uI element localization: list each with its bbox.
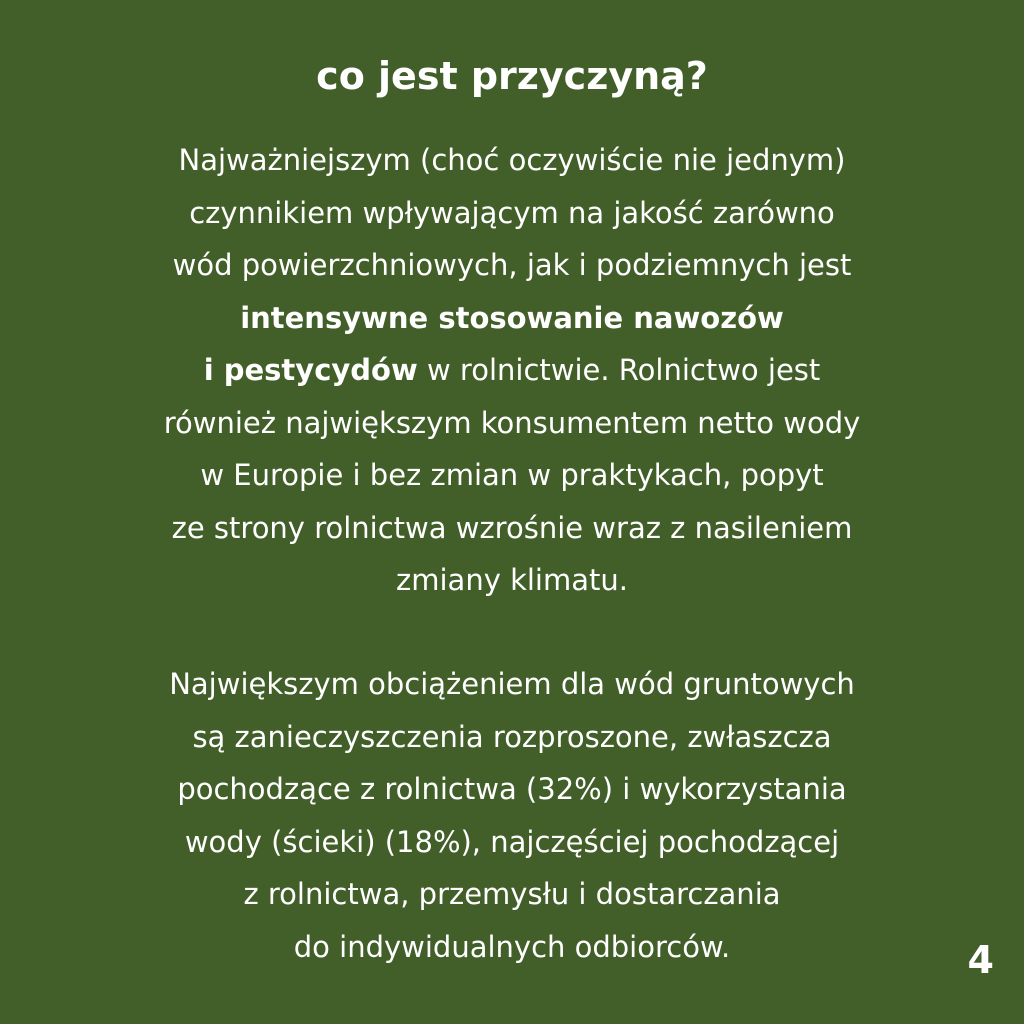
- paragraph-line: do indywidualnych odbiorców.: [293, 929, 731, 964]
- paragraph-line: czynnikiem wpływającym na jakość zarówno: [189, 195, 835, 230]
- paragraph-line: zmiany klimatu.: [396, 563, 628, 597]
- paragraph-line: [60, 344, 964, 397]
- paragraph-line: pochodzące z rolnictwa (32%) i wykorzystania: [177, 772, 847, 806]
- paragraph-line: również największym konsumentem netto wody: [163, 405, 861, 440]
- paragraph-causes: [60, 134, 964, 607]
- paragraph-text: w rolnictwie. Rolnictwo jest: [417, 353, 821, 387]
- paragraph-groundwater: [60, 658, 964, 973]
- highlighted-phrase: intensywne stosowanie nawozów: [240, 300, 784, 335]
- paragraph-line: ze strony rolnictwa wzrośnie wraz z nasileniem: [171, 510, 853, 545]
- paragraph-line: Największym obciążeniem dla wód gruntowych: [169, 667, 855, 701]
- paragraph-line: wód powierzchniowych, jak i podziemnych jest: [172, 248, 852, 282]
- highlighted-phrase: i pestycydów: [203, 353, 418, 387]
- paragraph-line: wody (ścieki) (18%), najczęściej pochodzącej: [184, 824, 840, 859]
- paragraph-line: są zanieczyszczenia rozproszone, zwłaszcza: [192, 719, 832, 754]
- paragraph-line: w Europie i bez zmian w praktykach, popyt: [200, 458, 824, 492]
- paragraph-line: Najważniejszym (choć oczywiście nie jednym): [178, 143, 846, 177]
- slide-title: co jest przyczyną?: [316, 54, 708, 98]
- page-number: 4: [967, 938, 994, 982]
- paragraph-line: z rolnictwa, przemysłu i dostarczania: [243, 877, 781, 911]
